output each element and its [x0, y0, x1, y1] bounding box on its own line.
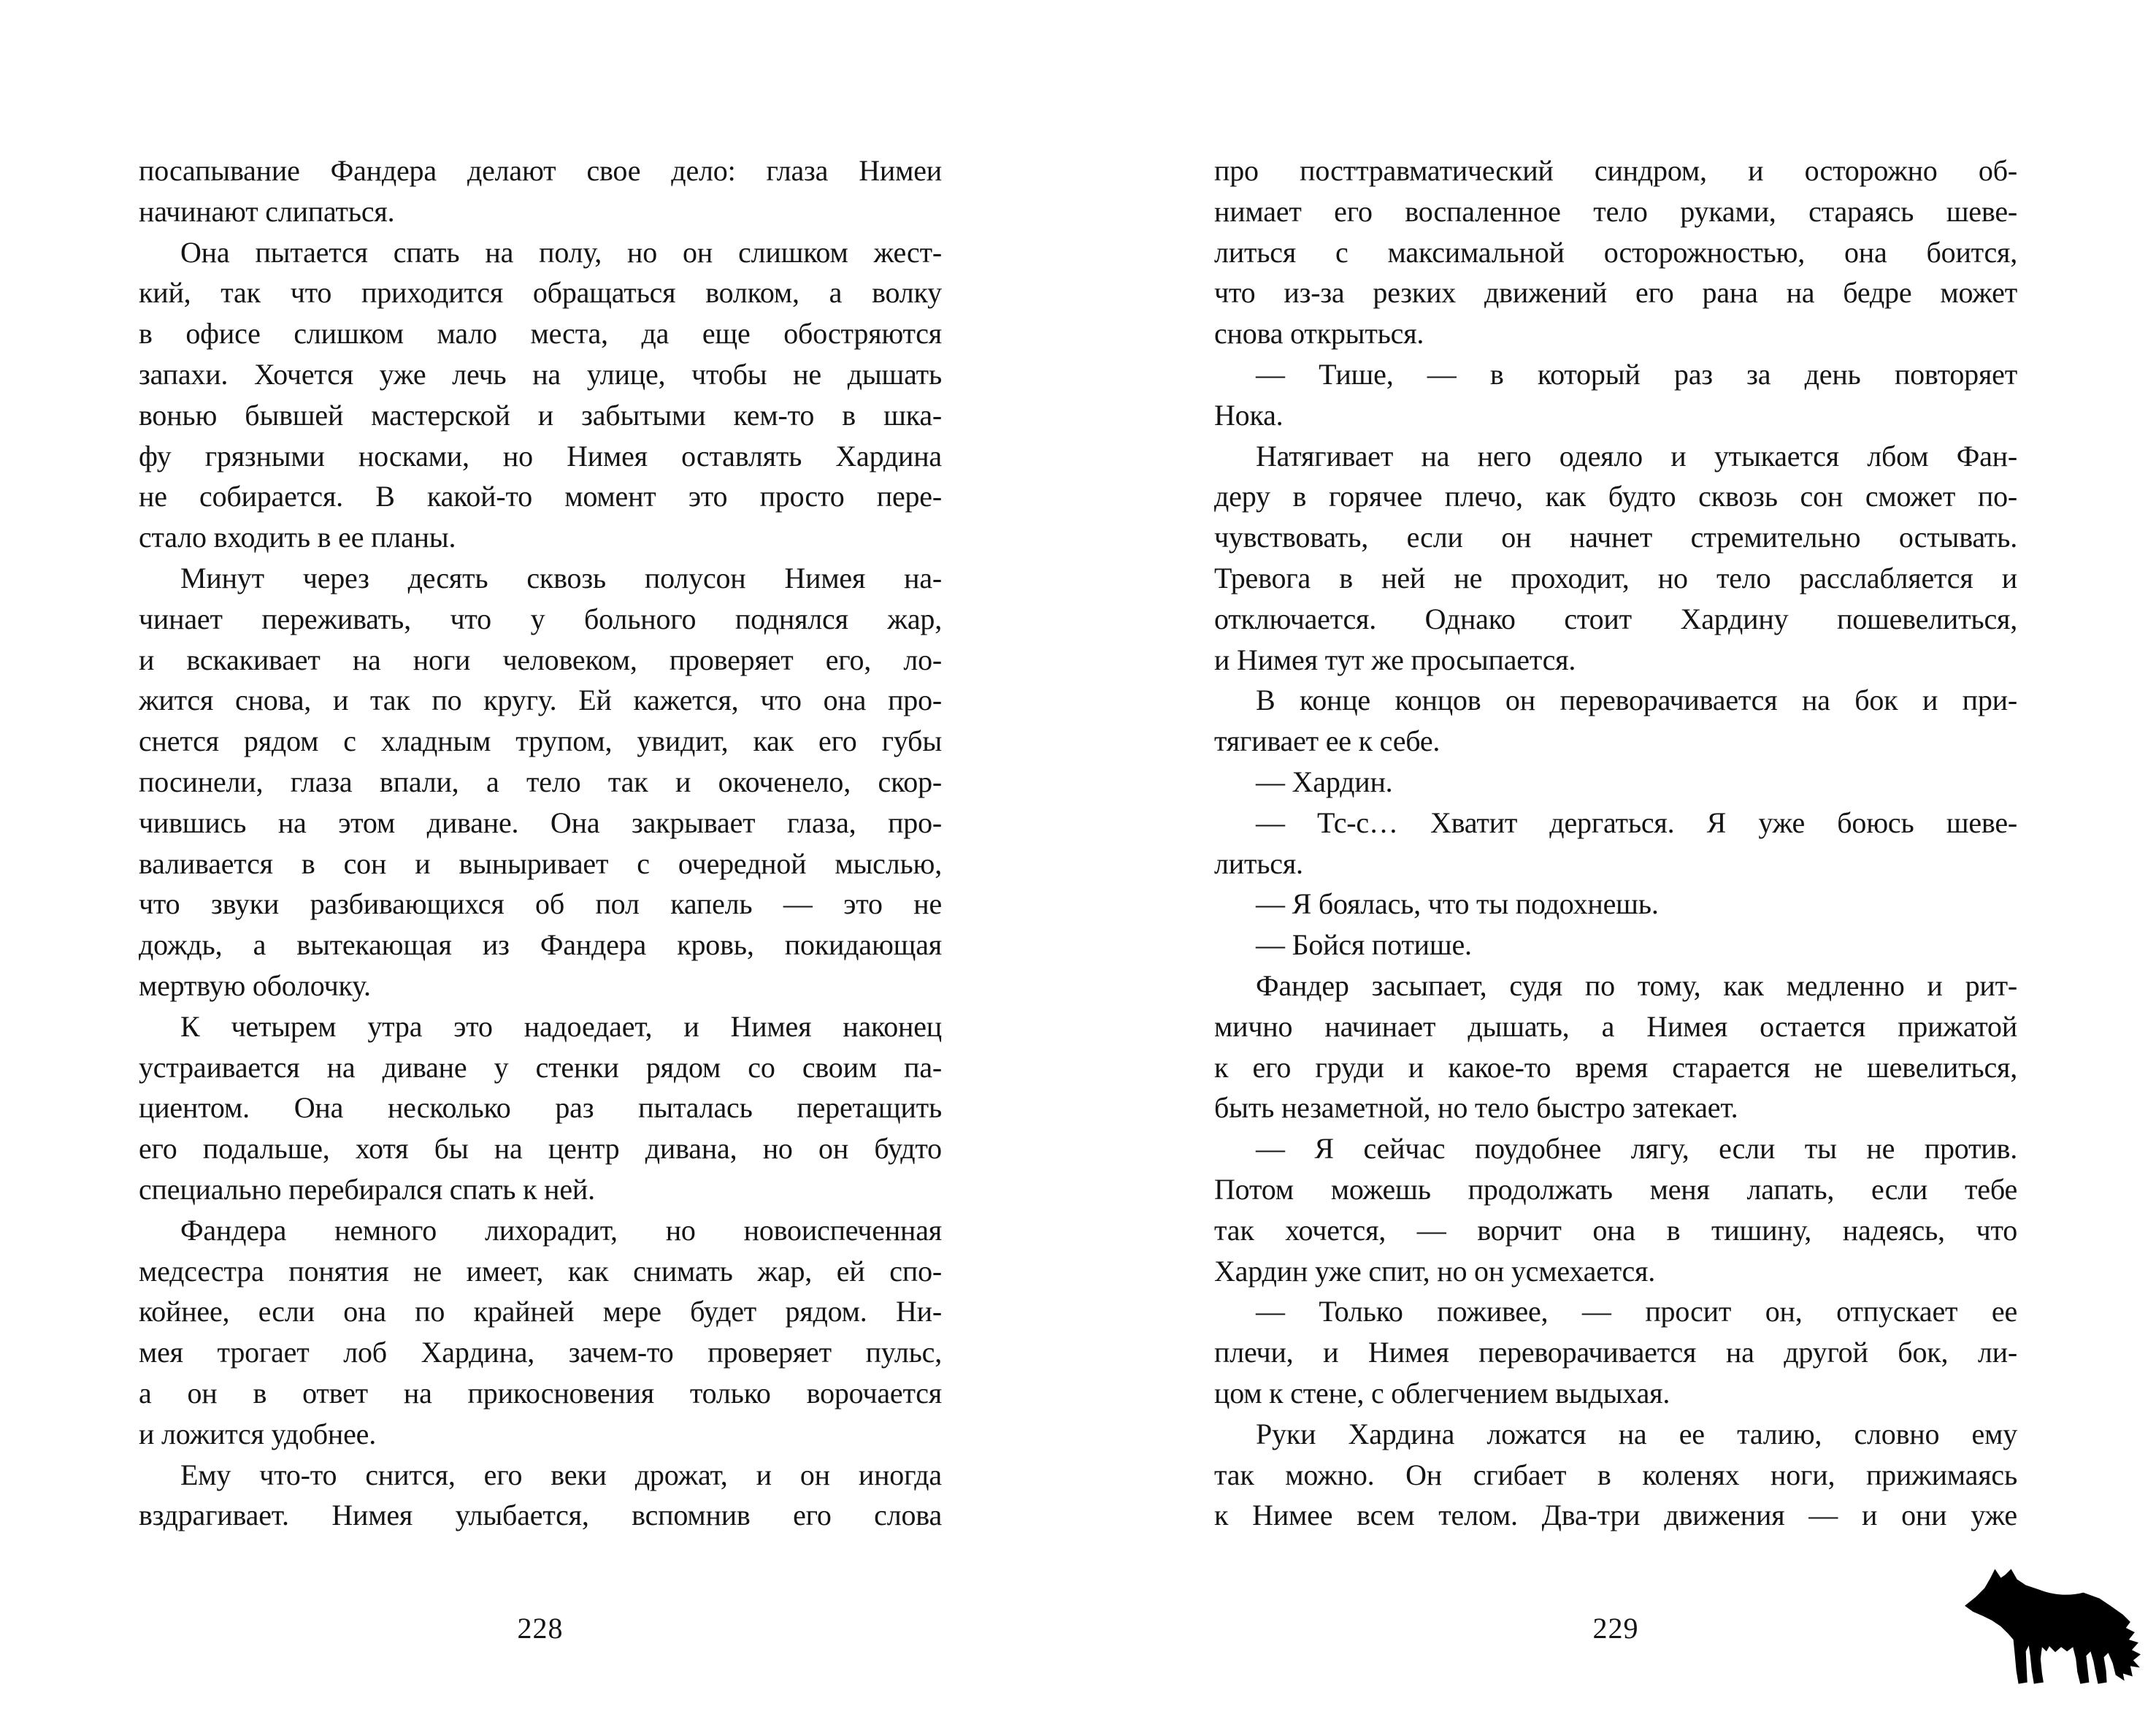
text-line: мично начинает дышать, а Нимея остается прижатой — [1214, 1009, 2017, 1043]
text-line: его подальше, хотя бы на центр дивана, но он будто — [139, 1132, 942, 1166]
text-line: чившись на этом диване. Она закрывает глаза, про- — [139, 806, 942, 839]
text-line: дождь, а вытекающая из Фандера кровь, покидающая — [139, 928, 942, 962]
left-page-number: 228 — [517, 1612, 564, 1645]
text-line: а он в ответ на прикосновения только ворочается — [139, 1376, 942, 1410]
text-line: посинели, глаза впали, а тело так и окоченело, скор- — [139, 765, 942, 798]
text-line: деру в горячее плечо, как будто сквозь сон сможет по- — [1214, 480, 2017, 513]
text-line: мея трогает лоб Хардина, зачем-то проверяет пульс, — [139, 1336, 942, 1369]
text-line: запахи. Хочется уже лечь на улице, чтобы не дышать — [139, 357, 942, 391]
text-line: про посттравматический синдром, и осторожно об- — [1214, 154, 2017, 187]
text-line: и вскакивает на ноги человеком, проверяет его, ло- — [139, 643, 942, 676]
text-line: Нока. — [1214, 398, 1284, 432]
text-line: Потом можешь продолжать меня лапать, если тебе — [1214, 1172, 2017, 1206]
text-line: тягивает ее к себе. — [1214, 724, 1440, 758]
text-line: отключается. Однако стоит Хардину пошевелиться, — [1214, 602, 2017, 635]
text-line: циентом. Она несколько раз пыталась перетащить — [139, 1091, 942, 1125]
text-line: — Хардин. — [1256, 765, 1393, 798]
text-line: что из-за резких движений его рана на бедре может — [1214, 276, 2017, 310]
text-line: литься с максимальной осторожностью, она боится, — [1214, 235, 2017, 269]
text-line: так хочется, — ворчит она в тишину, надеясь, что — [1214, 1213, 2017, 1247]
text-line: — Только поживее, — просит он, отпускает ее — [1256, 1295, 2017, 1328]
text-line: специально перебирался спать к ней. — [139, 1172, 595, 1206]
text-line: и ложится удобнее. — [139, 1417, 377, 1450]
text-line: — Бойся потише. — [1256, 928, 1472, 962]
text-line: Ему что-то снится, его веки дрожат, и он иногда — [180, 1458, 942, 1491]
text-line: устраивается на диване у стенки рядом со своим па- — [139, 1050, 942, 1084]
text-line: цом к стене, с облегчением выдыхая. — [1214, 1376, 1670, 1410]
text-line: жится снова, и так по кругу. Ей кажется, что она про- — [139, 684, 942, 717]
text-line: чинает переживать, что у больного поднялся жар, — [139, 602, 942, 635]
text-line: вздрагивает. Нимея улыбается, вспомнив его слова — [139, 1499, 942, 1532]
text-line: начинают слипаться. — [139, 194, 395, 228]
text-line: снова открыться. — [1214, 317, 1424, 351]
text-line: — Тише, — в который раз за день повторяет — [1256, 357, 2017, 391]
text-line: валивается в сон и выныривает с очередной мыслью, — [139, 846, 942, 880]
text-line: В конце концов он переворачивается на бок и при- — [1256, 684, 2017, 717]
text-line: что звуки разбивающихся об пол капель — это не — [139, 887, 942, 921]
text-line: литься. — [1214, 846, 1303, 880]
text-line: к Нимее всем телом. Два-три движения — и они уже — [1214, 1499, 2017, 1532]
text-line: быть незаметной, но тело быстро затекает. — [1214, 1091, 1738, 1125]
text-line: Руки Хардина ложатся на ее талию, словно ему — [1256, 1417, 2017, 1450]
text-line: и Нимея тут же просыпается. — [1214, 643, 1576, 676]
text-line: Она пытается спать на полу, но он слишком жест- — [180, 235, 942, 269]
text-line: чувствовать, если он начнет стремительно остывать. — [1214, 521, 2017, 554]
text-line: не собирается. В какой-то момент это просто пере- — [139, 480, 942, 513]
text-line: Фандер засыпает, судя по тому, как медленно и рит- — [1256, 968, 2017, 1002]
text-line: стало входить в ее планы. — [139, 521, 456, 554]
text-line: Фандера немного лихорадит, но новоиспеченная — [180, 1213, 942, 1247]
text-line: — Тс-с… Хватит дергаться. Я уже боюсь шеве- — [1256, 806, 2017, 839]
text-line: койнее, если она по крайней мере будет рядом. Ни- — [139, 1295, 942, 1328]
text-line: Минут через десять сквозь полусон Нимея на- — [180, 561, 942, 594]
text-line: мертвую оболочку. — [139, 968, 371, 1002]
right-page-number: 229 — [1592, 1612, 1639, 1645]
text-line: К четырем утра это надоедает, и Нимея наконец — [180, 1009, 942, 1043]
page-right — [1078, 0, 2156, 1725]
text-line: Хардин уже спит, но он усмехается. — [1214, 1254, 1656, 1288]
text-line: кий, так что приходится обращаться волком, а волку — [139, 276, 942, 310]
text-line: нимает его воспаленное тело руками, стараясь шеве- — [1214, 194, 2017, 228]
text-line: к его груди и какое-то время старается не шевелиться, — [1214, 1050, 2017, 1084]
text-line: — Я сейчас поудобнее лягу, если ты не против. — [1256, 1132, 2017, 1166]
text-line: плечи, и Нимея переворачивается на другой бок, ли- — [1214, 1336, 2017, 1369]
text-line: Тревога в ней не проходит, но тело расслабляется и — [1214, 561, 2017, 594]
right-text-column — [1214, 150, 2017, 1536]
text-line: так можно. Он сгибает в коленях ноги, прижимаясь — [1214, 1458, 2017, 1491]
text-line: в офисе слишком мало места, да еще обостряются — [139, 317, 942, 351]
text-line: снется рядом с хладным трупом, увидит, как его губы — [139, 724, 942, 758]
text-line: — Я боялась, что ты подохнешь. — [1256, 887, 1659, 921]
text-line: медсестра понятия не имеет, как снимать жар, ей спо- — [139, 1254, 942, 1288]
text-line: Натягивает на него одеяло и утыкается лбом Фан- — [1256, 439, 2017, 473]
text-line: вонью бывшей мастерской и забытыми кем-то в шка- — [139, 398, 942, 432]
text-line: фу грязными носками, но Нимея оставлять Хардина — [139, 439, 942, 473]
text-line: посапывание Фандера делают свое дело: глаза Нимеи — [139, 154, 942, 187]
left-text-column — [139, 150, 942, 1536]
wolf-silhouette-icon — [1960, 1566, 2144, 1693]
